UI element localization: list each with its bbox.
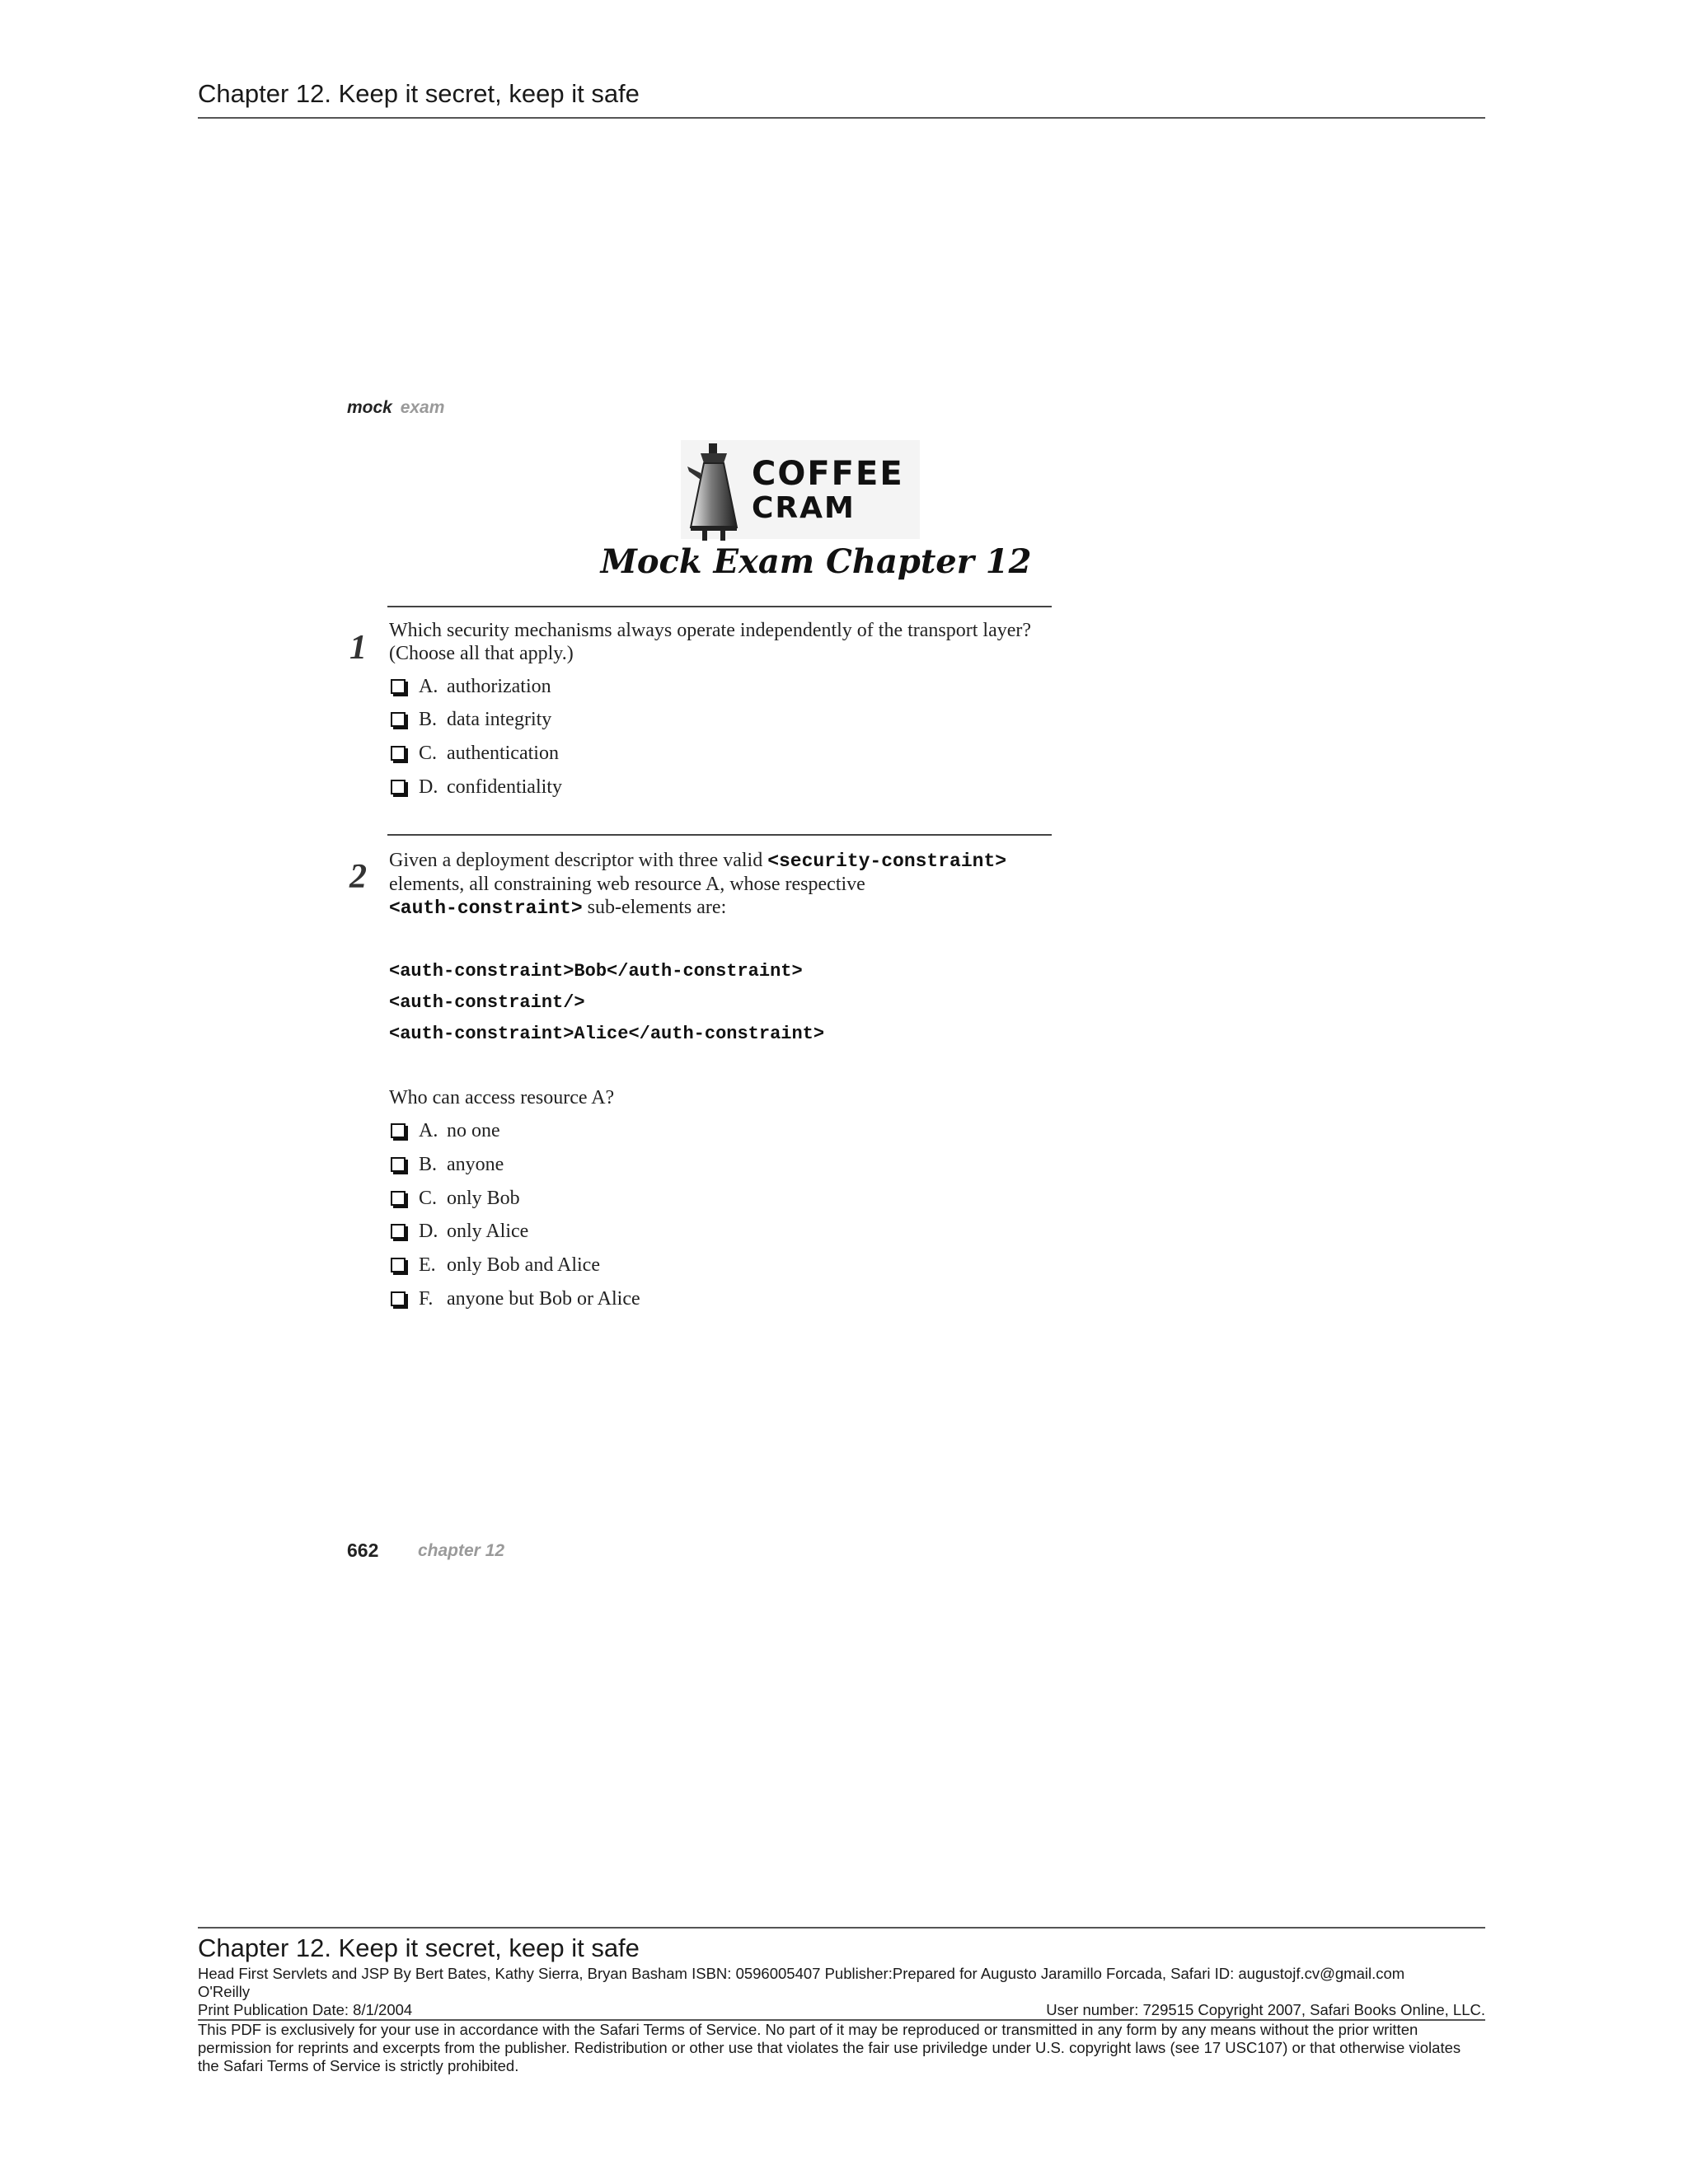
answer-option[interactable] xyxy=(389,672,551,701)
footer-publisher: O'Reilly xyxy=(198,1983,251,2000)
question-divider xyxy=(387,834,1052,836)
footer-pub-date: Print Publication Date: 8/1/2004 xyxy=(198,2001,413,2018)
section-tag xyxy=(347,398,444,418)
checkbox-icon[interactable] xyxy=(391,1191,406,1206)
checkbox-icon[interactable] xyxy=(391,780,406,794)
question-divider xyxy=(387,606,1052,607)
option-letter: E. xyxy=(419,1254,436,1276)
option-label: authentication xyxy=(447,742,559,764)
question-prompt: Who can access resource A? xyxy=(389,1087,615,1108)
logo-line2: CRAM xyxy=(752,491,856,525)
checkbox-icon[interactable] xyxy=(391,712,406,727)
option-letter: B. xyxy=(419,1153,438,1175)
code-line: <auth-constraint>Bob</auth-constraint> xyxy=(389,961,803,982)
question-text-part: elements, all constraining web resource A, whose respective xyxy=(389,874,865,895)
answer-option[interactable] xyxy=(389,1116,500,1146)
option-letter: A. xyxy=(419,675,438,697)
option-label: data integrity xyxy=(447,708,552,730)
option-letter: D. xyxy=(419,1220,438,1242)
question-number: 1 xyxy=(349,629,367,667)
page-header xyxy=(198,76,1485,119)
footer-date-row xyxy=(198,2001,1485,2021)
section-tag-bold: mock xyxy=(347,398,392,417)
checkbox-icon[interactable] xyxy=(391,1123,406,1138)
option-label: only Alice xyxy=(447,1220,529,1242)
question-text xyxy=(389,849,1048,920)
coffee-pot-icon xyxy=(676,438,931,546)
logo-line1: COFFEE xyxy=(752,455,904,493)
option-letter: A. xyxy=(419,1119,438,1141)
chapter-label: chapter 12 xyxy=(418,1541,505,1560)
footer-title: Chapter 12. Keep it secret, keep it safe xyxy=(198,1933,640,1962)
checkbox-icon[interactable] xyxy=(391,1157,406,1172)
option-letter: F. xyxy=(419,1287,434,1310)
footer-book-info: Head First Servlets and JSP By Bert Bates, Kathy Sierra, Bryan Basham ISBN: 0596005407 Publisher:Prepared for Augusto Jaramillo Forcada, Safari ID: augustojf.cv@gmail.com xyxy=(198,1965,1405,1982)
question-text-part: sub-elements are: xyxy=(587,897,727,918)
answer-option[interactable] xyxy=(389,1284,640,1314)
code-term: <auth-constraint> xyxy=(389,898,583,919)
page-footer xyxy=(198,1927,1485,2075)
code-line: <auth-constraint>Alice</auth-constraint> xyxy=(389,1024,825,1044)
checkbox-icon[interactable] xyxy=(391,746,406,761)
checkbox-icon[interactable] xyxy=(391,679,406,694)
answer-option[interactable] xyxy=(389,1150,504,1179)
option-letter: C. xyxy=(419,1187,438,1209)
code-line: <auth-constraint/> xyxy=(389,992,585,1013)
option-label: authorization xyxy=(447,675,551,697)
option-label: anyone xyxy=(447,1153,504,1175)
option-label: anyone but Bob or Alice xyxy=(447,1287,640,1310)
option-letter: C. xyxy=(419,742,438,764)
checkbox-icon[interactable] xyxy=(391,1291,406,1306)
answer-option[interactable] xyxy=(389,1216,528,1246)
option-label: no one xyxy=(447,1119,500,1141)
option-label: confidentiality xyxy=(447,776,562,798)
question-text: Which security mechanisms always operate independently of the transport layer? (Choose all that apply.) xyxy=(389,620,1032,664)
answer-option[interactable] xyxy=(389,1250,600,1280)
header-title: Chapter 12. Keep it secret, keep it safe xyxy=(198,79,640,108)
option-letter: B. xyxy=(419,708,438,730)
section-tag-grey: exam xyxy=(400,398,445,417)
answer-option[interactable] xyxy=(389,705,551,734)
answer-option[interactable] xyxy=(389,1183,520,1213)
option-letter: D. xyxy=(419,776,438,798)
option-label: only Bob and Alice xyxy=(447,1254,600,1276)
exam-title: Mock Exam Chapter 12 xyxy=(600,542,1032,581)
footer-user-number: User number: 729515 Copyright 2007, Safari Books Online, LLC. xyxy=(1046,2001,1485,2018)
page-number: 662 xyxy=(347,1540,379,1561)
question-number: 2 xyxy=(349,858,367,896)
coffee-cram-logo xyxy=(676,438,931,546)
option-label: only Bob xyxy=(447,1187,520,1209)
code-term: <security-constraint> xyxy=(767,851,1007,872)
footer-notice: This PDF is exclusively for your use in accordance with the Safari Terms of Service. No part of it may be reproduced or transmitted in any form by any means without the prior written permission for reprints and excerpts from the publisher. Redistribution or other use that violates the fair use priviledge under U.S. copyright laws (see 17 USC107) or that otherwise violates the Safari Terms of Service is strictly prohibited. xyxy=(198,2021,1461,2074)
answer-option[interactable] xyxy=(389,772,562,802)
checkbox-icon[interactable] xyxy=(391,1224,406,1239)
question-text-part: Given a deployment descriptor with three valid xyxy=(389,850,763,871)
answer-option[interactable] xyxy=(389,738,559,768)
checkbox-icon[interactable] xyxy=(391,1258,406,1272)
